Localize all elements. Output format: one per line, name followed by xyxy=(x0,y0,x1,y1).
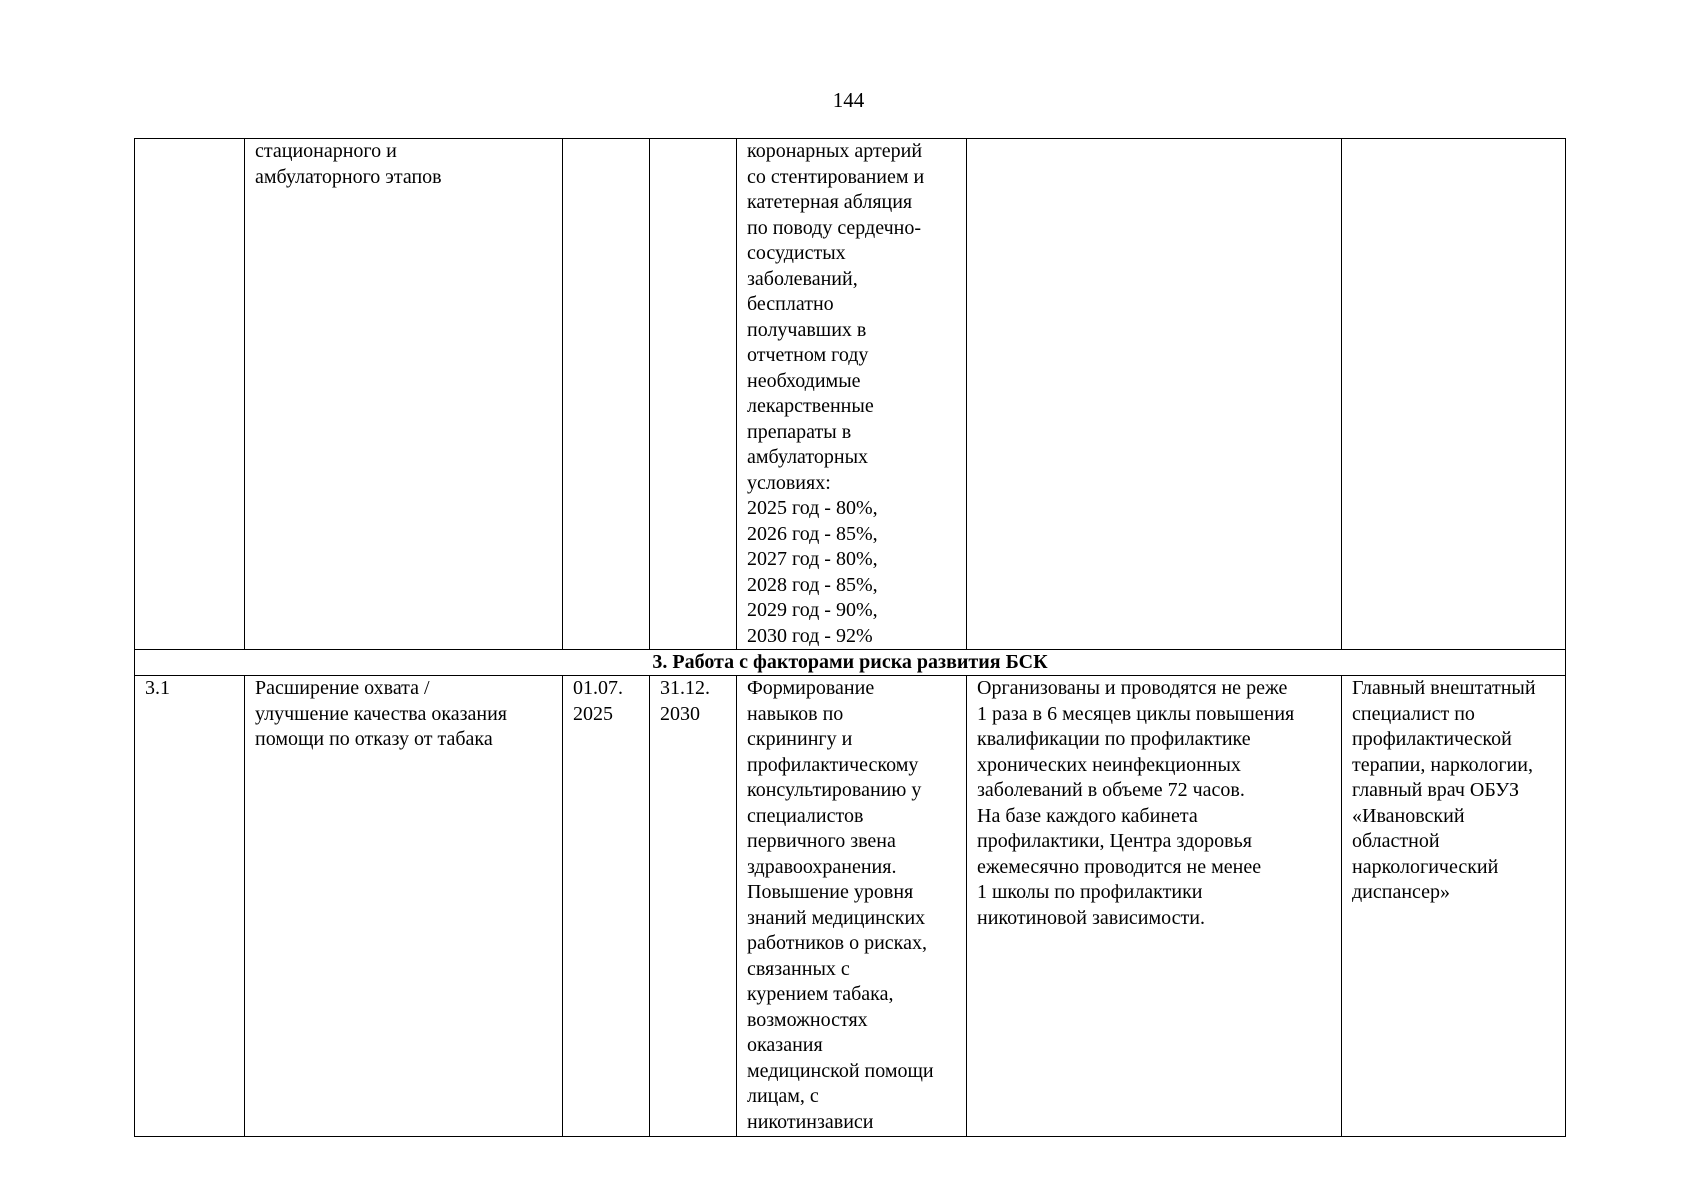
cell-number xyxy=(135,139,245,650)
measures-table xyxy=(134,138,1566,1137)
table-row-continuation xyxy=(135,139,1566,650)
section-header-row xyxy=(135,650,1566,676)
table-row-3-1 xyxy=(135,676,1566,1137)
cell-number: 3.1 xyxy=(135,676,245,1137)
cell-measure-name: стационарного и амбулаторного этапов xyxy=(245,139,563,650)
cell-result xyxy=(967,139,1342,650)
cell-responsible xyxy=(1342,139,1566,650)
cell-end-date: 31.12. 2030 xyxy=(650,676,737,1137)
section-title: 3. Работа с факторами риска развития БСК xyxy=(135,650,1566,676)
cell-end-date xyxy=(650,139,737,650)
cell-start-date xyxy=(563,139,650,650)
page-number: 144 xyxy=(832,88,865,112)
cell-indicator: Формирование навыков по скринингу и профилактическому консультированию у специалистов первичного звена здравоохранения. Повышение уровня знаний медицинских работников о рисках, связанных с курением табака, возможностях оказания медицинской помощи лицам, с никотинзависи xyxy=(737,676,967,1137)
cell-indicator: коронарных артерий со стентированием и катетерная абляция по поводу сердечно- сосудистых заболеваний, бесплатно получавших в отчетном году необходимые лекарственные препараты в амбулаторных условиях: 2025 год - 80%, 2026 год - 85%, 2027 год - 80%, 2028 год - 85%, 2029 год - 90%, 2030 год - 92% xyxy=(737,139,967,650)
cell-result: Организованы и проводятся не реже 1 раза в 6 месяцев циклы повышения квалификации по профилактике хронических неинфекционных заболеваний в объеме 72 часов. На базе каждого кабинета профилактики, Центра здоровья ежемесячно проводится не менее 1 школы по профилактики никотиновой зависимости. xyxy=(967,676,1342,1137)
cell-start-date: 01.07. 2025 xyxy=(563,676,650,1137)
cell-responsible: Главный внештатный специалист по профилактической терапии, наркологии, главный врач ОБУЗ «Ивановский областной наркологический диспансер» xyxy=(1342,676,1566,1137)
cell-measure-name: Расширение охвата / улучшение качества оказания помощи по отказу от табака xyxy=(245,676,563,1137)
